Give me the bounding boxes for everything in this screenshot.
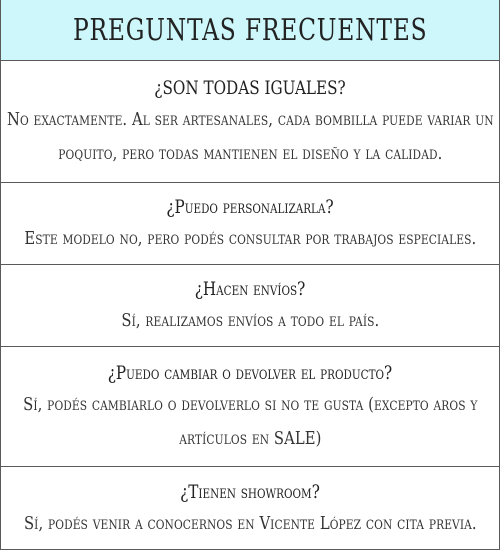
faq-item (1, 265, 499, 347)
faq-header (1, 0, 499, 61)
page-title: PREGUNTAS FRECUENTES (72, 12, 428, 48)
faq-question: ¿Hacen envíos? (194, 277, 306, 300)
faq-item (1, 347, 499, 467)
faq-answer: Sí, podés cambiarlo o devolverlo si no te gusta (excepto aros y artículos en SALE) (22, 393, 478, 449)
faq-answer: Sí, realizamos envíos a todo el país. (121, 309, 379, 331)
faq-question: ¿Puedo personalizarla? (166, 195, 334, 218)
faq-item (1, 467, 499, 550)
faq-question: ¿Puedo cambiar o devolver el producto? (107, 361, 393, 384)
faq-question: ¿SON TODAS IGUALES? (154, 76, 346, 99)
faq-item (1, 183, 499, 265)
faq-question: ¿Tienen showroom? (180, 480, 320, 503)
faq-answer: Este modelo no, pero podés consultar por trabajos especiales. (24, 227, 476, 249)
faq-answer: No exactamente. Al ser artesanales, cada bombilla puede variar un poquito, pero todas mantienen el diseño y la calidad. (6, 108, 494, 164)
faq-item (1, 61, 499, 183)
faq-answer: Sí, podés venir a conocernos en Vicente López con cita previa. (23, 512, 477, 534)
